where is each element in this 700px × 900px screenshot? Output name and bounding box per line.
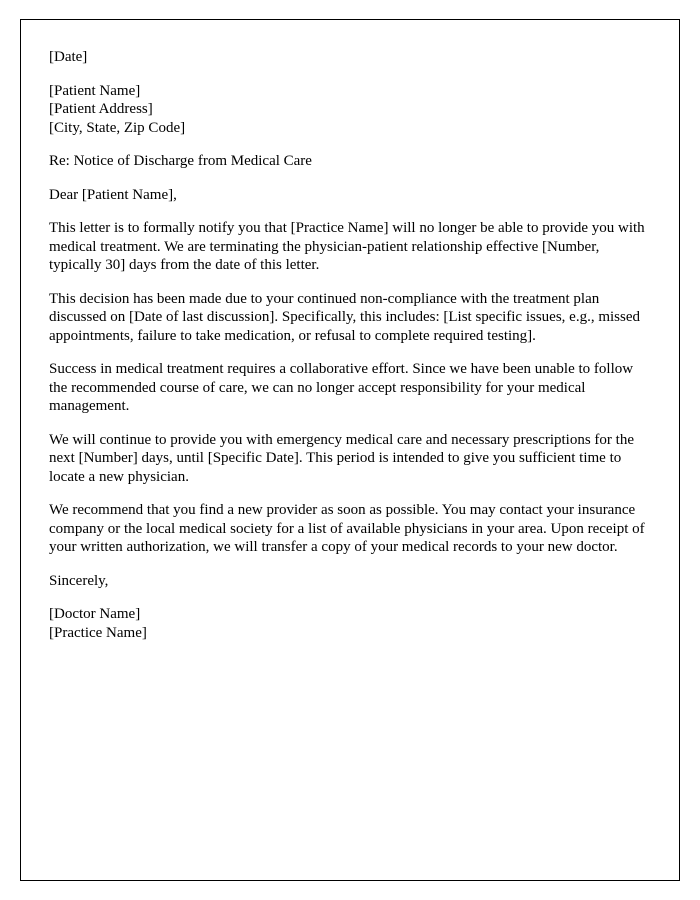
recipient-block bbox=[49, 82, 651, 138]
salutation-block bbox=[49, 186, 651, 205]
subject-block bbox=[49, 152, 651, 171]
salutation-line: Dear [Patient Name], bbox=[49, 186, 177, 203]
body-paragraph-2: This decision has been made due to your continued non-compliance with the treatment plan discussed on [Date of last discussion]. Specifically, this includes: [List specific issues, e.g., missed appointments, failure to take medication, or refusal to complete required testing]. bbox=[49, 290, 641, 344]
signature-doctor-name: [Doctor Name] bbox=[49, 606, 141, 622]
closing-block bbox=[49, 572, 651, 591]
body-paragraph-1: This letter is to formally notify you that [Practice Name] will no longer be able to provide you with medical treatment. We are terminating the physician-patient relationship effective [Number, typically 30] days from the date of this letter. bbox=[49, 220, 645, 273]
recipient-city-state-zip: [City, State, Zip Code] bbox=[49, 119, 186, 136]
closing-line: Sincerely, bbox=[49, 572, 109, 589]
signature-block bbox=[49, 605, 651, 642]
subject-line: Re: Notice of Discharge from Medical Care bbox=[49, 153, 312, 169]
date-block bbox=[49, 48, 651, 67]
recipient-address: [Patient Address] bbox=[49, 101, 153, 117]
signature-practice-name: [Practice Name] bbox=[49, 624, 147, 641]
date-line: [Date] bbox=[49, 49, 88, 65]
body-paragraph-4: We will continue to provide you with emergency medical care and necessary prescriptions for the next [Number] days, until [Specific Date]. This period is intended to give you sufficient time to locate a new physician. bbox=[49, 431, 634, 485]
recipient-name: [Patient Name] bbox=[49, 82, 141, 99]
body-paragraph-3: Success in medical treatment requires a collaborative effort. Since we have been unable to follow the recommended course of care, we can no longer accept responsibility for your medical management. bbox=[49, 361, 634, 414]
letter-page bbox=[20, 19, 680, 881]
body-paragraph-5: We recommend that you find a new provider as soon as possible. You may contact your insurance company or the local medical society for a list of available physicians in your area. Upon receipt of your written authorization, we will transfer a copy of your medical records to your new doctor. bbox=[49, 502, 645, 555]
